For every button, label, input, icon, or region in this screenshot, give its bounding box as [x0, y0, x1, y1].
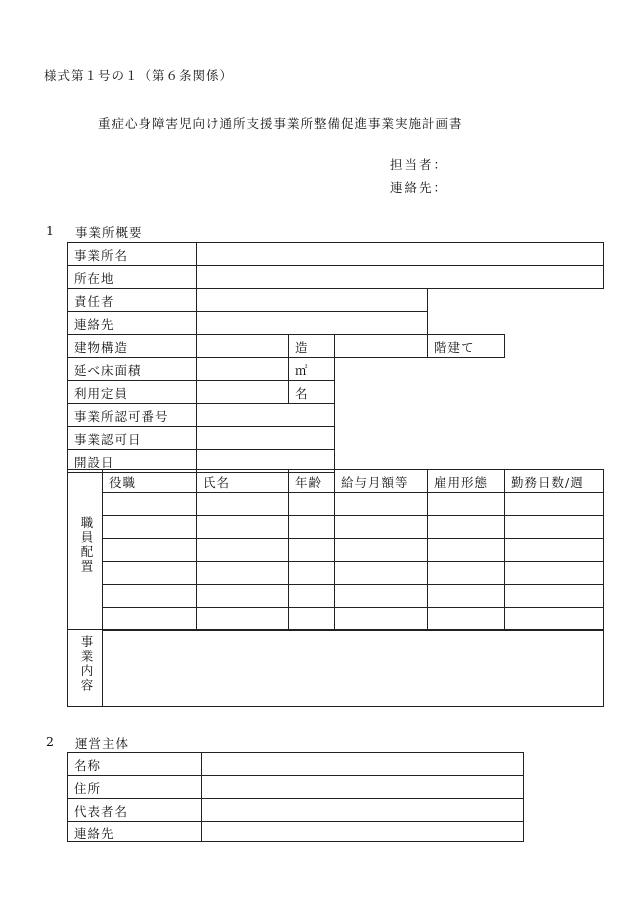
operator-name-label: 名称 — [74, 758, 102, 773]
office-contact-field[interactable] — [196, 311, 428, 335]
staff-salary-field[interactable] — [334, 538, 428, 562]
building-structure-label-cell — [67, 334, 197, 358]
representative-label-cell — [67, 798, 202, 822]
staff-name-field[interactable] — [196, 538, 289, 562]
office-name-label-cell — [67, 242, 197, 266]
capacity-field[interactable] — [196, 380, 289, 404]
staff-workdays-field[interactable] — [504, 515, 604, 539]
representative-field[interactable] — [201, 798, 524, 822]
form-number: 様式第１号の１（第６条関係） — [44, 68, 234, 83]
staff-salary-field[interactable] — [334, 561, 428, 585]
floor-area-label-cell — [67, 357, 197, 381]
staff-label: 職員配置 — [79, 516, 94, 574]
staff-age-field[interactable] — [288, 584, 335, 608]
license-date-label-cell — [67, 426, 197, 450]
location-label-cell — [67, 265, 197, 289]
staff-name-field[interactable] — [196, 492, 289, 516]
structure-suffix-cell — [288, 334, 335, 358]
building-structure-field[interactable] — [196, 334, 289, 358]
area-unit: ㎡ — [295, 363, 309, 378]
staff-name-field[interactable] — [196, 561, 289, 585]
manager-label: 責任者 — [74, 294, 115, 309]
operator-address-label-cell — [67, 775, 202, 799]
staff-header-age: 年齢 — [288, 469, 335, 493]
staff-header-name: 氏名 — [196, 469, 289, 493]
section2-number: 2 — [46, 734, 54, 749]
staff-salary-field[interactable] — [334, 492, 428, 516]
floors-suffix-cell — [427, 334, 505, 358]
capacity-label-cell — [67, 380, 197, 404]
section1-number: 1 — [46, 223, 54, 238]
opening-date-label: 開設日 — [74, 455, 115, 470]
license-date-label: 事業認可日 — [74, 432, 142, 447]
office-contact-label-cell — [67, 311, 197, 335]
staff-age-field[interactable] — [288, 515, 335, 539]
floor-area-label: 延べ床面積 — [74, 363, 142, 378]
contact-person-label: 担当者： — [390, 157, 449, 172]
staff-employment-field[interactable] — [427, 538, 505, 562]
operator-contact-label-cell — [67, 821, 202, 842]
staff-employment-field[interactable] — [427, 584, 505, 608]
staff-employment-field[interactable] — [427, 561, 505, 585]
capacity-label: 利用定員 — [74, 386, 129, 401]
staff-position-field[interactable] — [102, 607, 197, 631]
staff-header-salary: 給与月額等 — [334, 469, 428, 493]
building-structure-label: 建物構造 — [74, 340, 129, 355]
location-field[interactable] — [196, 265, 604, 289]
staff-position-field[interactable] — [102, 492, 197, 516]
staff-name-field[interactable] — [196, 607, 289, 631]
staff-position-field[interactable] — [102, 515, 197, 539]
floor-area-field[interactable] — [196, 357, 289, 381]
staff-age-field[interactable] — [288, 492, 335, 516]
location-label: 所在地 — [74, 271, 115, 286]
staff-employment-field[interactable] — [427, 492, 505, 516]
operator-name-field[interactable] — [201, 752, 524, 776]
license-number-field[interactable] — [196, 403, 335, 427]
staff-employment-field[interactable] — [427, 607, 505, 631]
staff-position-field[interactable] — [102, 561, 197, 585]
staff-workdays-field[interactable] — [504, 584, 604, 608]
staff-position-field[interactable] — [102, 584, 197, 608]
staff-position-field[interactable] — [102, 538, 197, 562]
staff-age-field[interactable] — [288, 538, 335, 562]
staff-name-field[interactable] — [196, 584, 289, 608]
staff-salary-field[interactable] — [334, 607, 428, 631]
office-contact-label: 連絡先 — [74, 317, 115, 332]
operator-address-field[interactable] — [201, 775, 524, 799]
staff-workdays-field[interactable] — [504, 538, 604, 562]
document-title: 重症心身障害児向け通所支援事業所整備促進事業実施計画書 — [98, 116, 463, 131]
contact-phone-label: 連絡先： — [390, 180, 449, 195]
floors-suffix: 階建て — [434, 340, 475, 355]
staff-workdays-field[interactable] — [504, 561, 604, 585]
office-name-field[interactable] — [196, 242, 604, 266]
license-number-label: 事業所認可番号 — [74, 409, 169, 424]
license-number-label-cell — [67, 403, 197, 427]
business-label-cell — [67, 629, 103, 707]
capacity-unit-cell — [288, 380, 335, 404]
operator-name-label-cell — [67, 752, 202, 776]
staff-age-field[interactable] — [288, 561, 335, 585]
business-label: 事業内容 — [79, 635, 94, 693]
staff-header-position: 役職 — [102, 469, 197, 493]
structure-suffix: 造 — [295, 340, 309, 355]
staff-workdays-field[interactable] — [504, 492, 604, 516]
business-content-field[interactable] — [102, 629, 604, 707]
office-name-label: 事業所名 — [74, 248, 129, 263]
staff-age-field[interactable] — [288, 607, 335, 631]
staff-salary-field[interactable] — [334, 515, 428, 539]
staff-salary-field[interactable] — [334, 584, 428, 608]
staff-workdays-field[interactable] — [504, 607, 604, 631]
staff-label-cell — [67, 469, 103, 630]
section2-heading: 運営主体 — [75, 736, 130, 751]
floors-field[interactable] — [334, 334, 428, 358]
staff-employment-field[interactable] — [427, 515, 505, 539]
representative-label: 代表者名 — [74, 804, 129, 819]
operator-contact-field[interactable] — [201, 821, 524, 842]
section1-heading: 事業所概要 — [75, 225, 143, 240]
license-date-field[interactable] — [196, 426, 335, 450]
staff-header-workdays: 勤務日数/週 — [504, 469, 604, 493]
staff-header-employment: 雇用形態 — [427, 469, 505, 493]
capacity-unit: 名 — [295, 386, 309, 401]
staff-name-field[interactable] — [196, 515, 289, 539]
manager-label-cell — [67, 288, 197, 312]
operator-address-label: 住所 — [74, 781, 102, 796]
manager-field[interactable] — [196, 288, 428, 312]
area-unit-cell — [288, 357, 335, 381]
operator-contact-label: 連絡先 — [74, 826, 115, 841]
